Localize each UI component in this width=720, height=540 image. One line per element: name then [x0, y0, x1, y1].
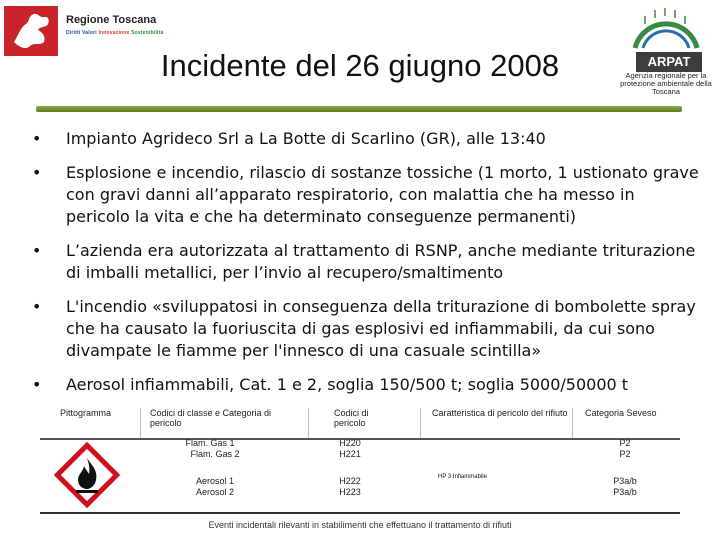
tagline-part: Innovazione: [98, 30, 132, 36]
seveso-cell: P3a/b: [613, 476, 637, 486]
table-header: Codici di pericolo: [334, 408, 369, 428]
code-cell: H220: [339, 438, 361, 448]
class-cell: Flam. Gas 2: [190, 449, 240, 459]
arpat-logo: ARPAT: [636, 52, 702, 72]
bullet-list: [30, 128, 700, 408]
bullet-item: • Impianto Agrideco Srl a La Botte di Scarlino (GR), alle 13:40: [30, 128, 700, 150]
org-tagline: [66, 30, 163, 36]
title-divider: [36, 106, 682, 112]
tagline-part: Sostenibilità: [131, 30, 164, 36]
bullet-item: • L'incendio «sviluppatosi in conseguenza della triturazione di bombolette spray che ha causato la fuoriuscita di gas esplosivi ed infiammabili, da cui sono divampate le fiamme per l'innesco di una casuale scintilla»: [30, 296, 700, 362]
bullet-text: Aerosol infiammabili, Cat. 1 e 2, soglia 150/500 t; soglia 5000/50000 t: [66, 375, 629, 394]
bullet-item: • Esplosione e incendio, rilascio di sostanze tossiche (1 morto, 1 ustionato grave con gravi danni all’apparato respiratorio, con malattia che ha messo in pericolo la vita e che ha determinato conseguenze permanenti): [32, 163, 699, 226]
table-header: Categoria Seveso: [585, 408, 657, 418]
flame-pictogram-icon: [54, 442, 120, 508]
bullet-text: L’azienda era autorizzata al trattamento di RSNP, anche mediante triturazione di imballi metallici, per l’invio al recupero/smaltimento: [66, 241, 696, 282]
hp-label: HP 3 Infiammabile: [438, 474, 487, 480]
footer-text: Eventi incidentali rilevanti in stabilimenti che effettuano il trattamento di rifiuti: [208, 520, 512, 530]
bullet-item: • Aerosol infiammabili, Cat. 1 e 2, soglia 150/500 t; soglia 5000/50000 t: [30, 374, 700, 396]
bullet-text: Esplosione e incendio, rilascio di sostanze tossiche (1 morto, 1 ustionato grave con gravi danni all’apparato respiratorio, con malattia che ha messo in pericolo la vita e che ha determinato conseguenze permanenti): [66, 163, 699, 226]
org-name: Regione Toscana: [66, 14, 157, 26]
bullet-text: L'incendio «sviluppatosi in conseguenza della triturazione di bombolette spray che ha causato la fuoriuscita di gas esplosivi ed infiammabili, da cui sono divampate le fiamme per l'innesco di una casuale scintilla»: [66, 297, 696, 360]
table-header: Pittogramma: [60, 408, 112, 418]
class-cell: Aerosol 2: [195, 487, 235, 497]
code-cell: H221: [339, 449, 361, 459]
seveso-cell: P2: [619, 438, 631, 448]
code-cell: H222: [339, 476, 361, 486]
bullet-item: • L’azienda era autorizzata al trattamento di RSNP, anche mediante triturazione di imballi metallici, per l’invio al recupero/smaltimento: [30, 240, 700, 284]
tagline-part: Diritti Valori: [66, 30, 99, 36]
class-cell: Aerosol 1: [195, 476, 235, 486]
hazard-table: [40, 408, 680, 514]
code-cell: H223: [339, 487, 361, 497]
seveso-cell: P2: [619, 449, 631, 459]
bullet-text: Impianto Agrideco Srl a La Botte di Scarlino (GR), alle 13:40: [66, 129, 546, 148]
table-header: Caratteristica di pericolo del rifiuto: [432, 408, 568, 418]
class-cell: Flam. Gas 1: [185, 438, 235, 448]
agency-text: Agenzia regionale per la protezione ambientale della Toscana: [620, 71, 712, 96]
seveso-cell: P3a/b: [613, 487, 637, 497]
table-header: Codici di classe e Categoria di pericolo: [150, 408, 272, 428]
slide-title: Incidente del 26 giugno 2008: [160, 48, 560, 83]
